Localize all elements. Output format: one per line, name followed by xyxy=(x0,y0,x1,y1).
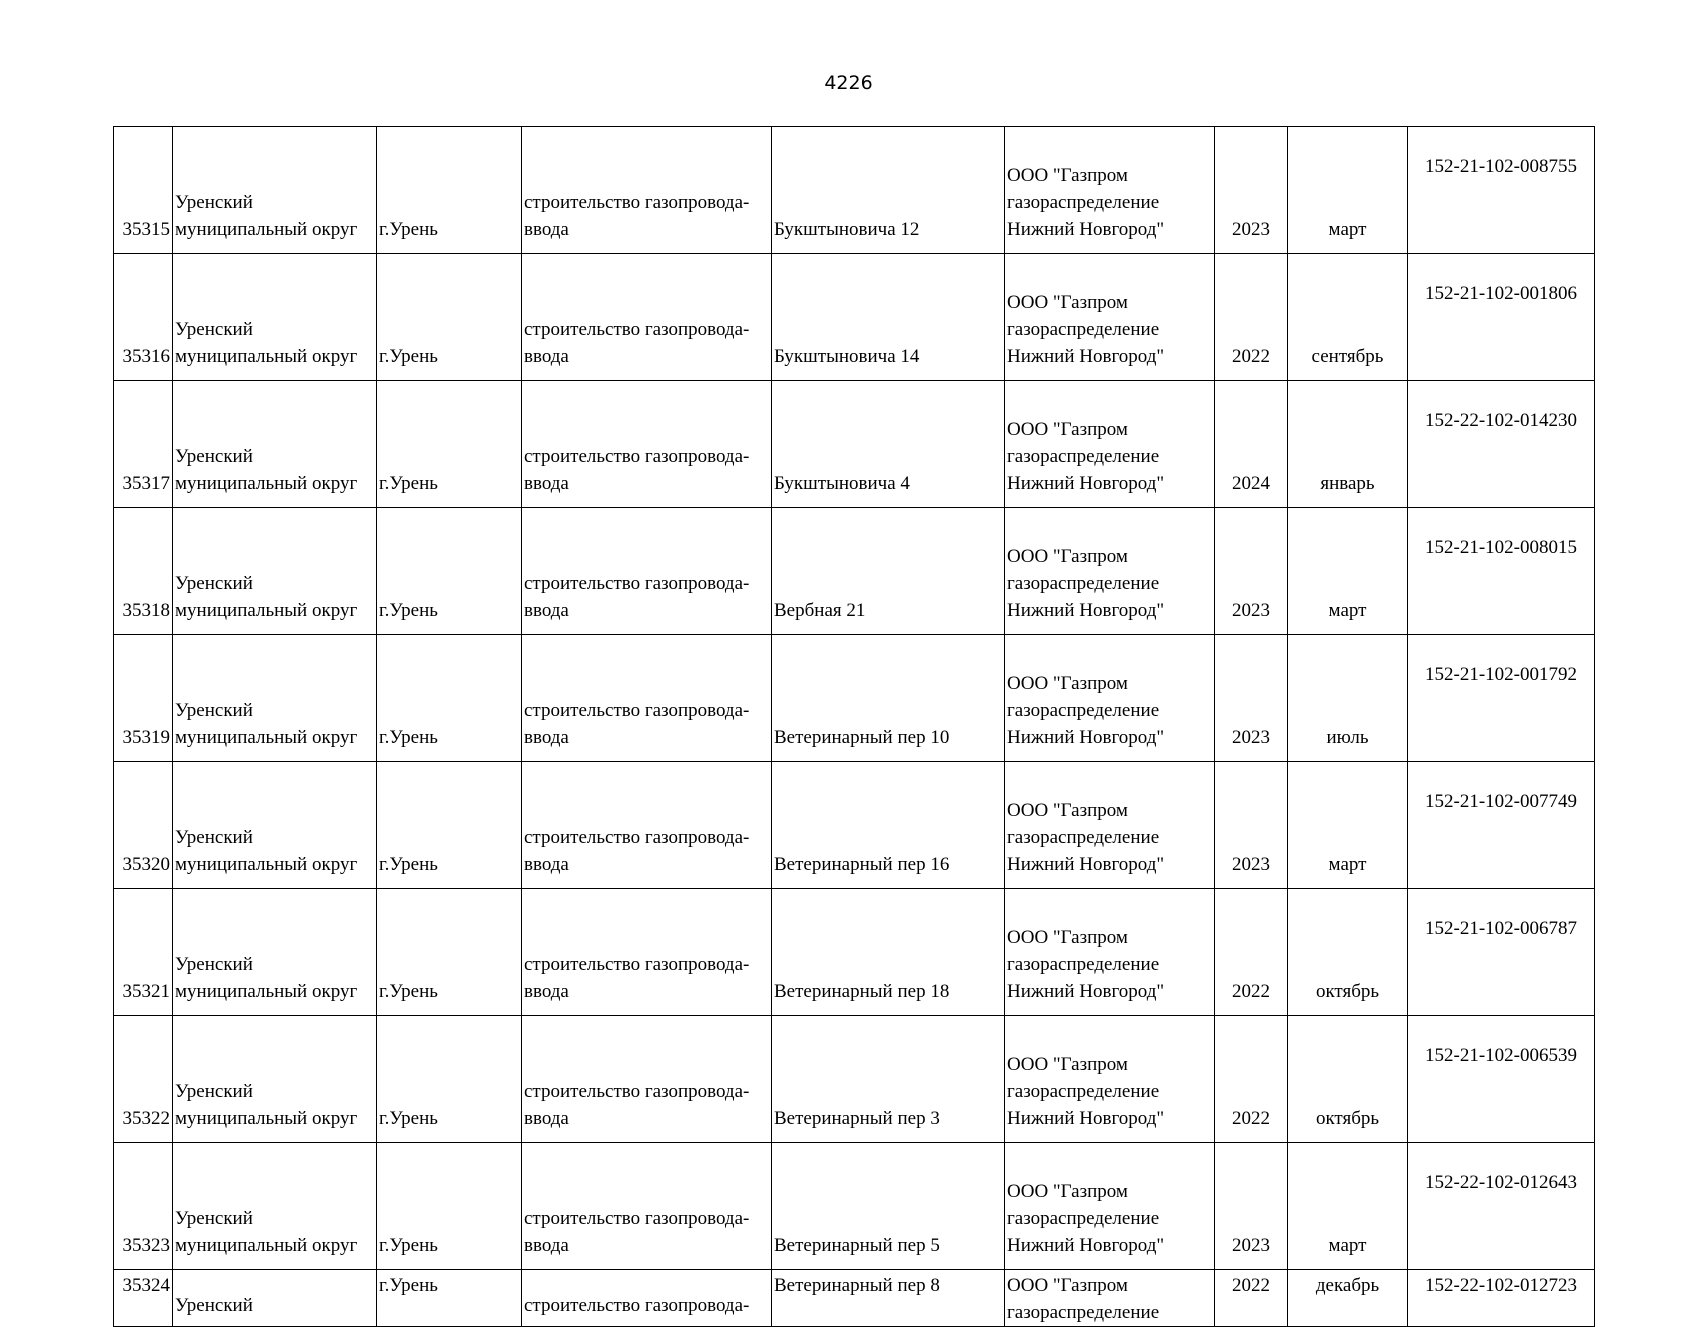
district-line: муниципальный округ xyxy=(175,473,358,494)
city-cell: г.Урень xyxy=(377,762,522,889)
org-line: газораспределение xyxy=(1007,954,1160,975)
year-cell: 2022 xyxy=(1215,889,1288,1016)
org-line: газораспределение xyxy=(1007,192,1160,213)
org-line: ООО "Газпром xyxy=(1007,165,1128,186)
row-number: 35322 xyxy=(114,1016,173,1143)
month-cell: январь xyxy=(1288,381,1408,508)
month-cell: март xyxy=(1288,508,1408,635)
district-line: Уренский xyxy=(175,1081,253,1102)
work-line: ввода xyxy=(524,854,569,875)
district-cell xyxy=(173,127,377,254)
city-cell: г.Урень xyxy=(377,635,522,762)
city-cell: г.Урень xyxy=(377,889,522,1016)
district-line: муниципальный округ xyxy=(175,346,358,367)
year-cell: 2022 xyxy=(1215,254,1288,381)
org-line: газораспределение xyxy=(1007,573,1160,594)
org-line: газораспределение xyxy=(1007,1208,1160,1229)
work-line: ввода xyxy=(524,219,569,240)
work-line: ввода xyxy=(524,473,569,494)
year-cell: 2023 xyxy=(1215,1143,1288,1270)
city-cell: г.Урень xyxy=(377,1143,522,1270)
work-line: ввода xyxy=(524,981,569,1002)
work-line: строительство газопровода- xyxy=(524,573,750,594)
work-type-cell xyxy=(522,635,772,762)
year-cell: 2024 xyxy=(1215,381,1288,508)
district-line: Уренский xyxy=(175,700,253,721)
work-type-cell xyxy=(522,381,772,508)
row-number: 35323 xyxy=(114,1143,173,1270)
org-line: ООО "Газпром xyxy=(1007,292,1128,313)
district-cell xyxy=(173,508,377,635)
month-cell: октябрь xyxy=(1288,889,1408,1016)
table-row xyxy=(114,127,1595,254)
org-line: газораспределение xyxy=(1007,1081,1160,1102)
work-line: ввода xyxy=(524,1108,569,1129)
row-number: 35316 xyxy=(114,254,173,381)
address-cell: Букштыновича 12 xyxy=(772,127,1005,254)
work-type-cell xyxy=(522,1143,772,1270)
row-number: 35315 xyxy=(114,127,173,254)
table-row xyxy=(114,1143,1595,1270)
org-line: газораспределение xyxy=(1007,700,1160,721)
code-cell: 152-21-102-008015 xyxy=(1408,508,1595,635)
district-line: Уренский xyxy=(175,446,253,467)
work-type-cell xyxy=(522,127,772,254)
organization-cell xyxy=(1005,635,1215,762)
district-line: муниципальный округ xyxy=(175,727,358,748)
year-cell: 2023 xyxy=(1215,127,1288,254)
org-line: Нижний Новгород" xyxy=(1007,346,1165,367)
month-cell: март xyxy=(1288,127,1408,254)
table-row xyxy=(114,254,1595,381)
month-cell: март xyxy=(1288,762,1408,889)
code-cell: 152-21-102-006787 xyxy=(1408,889,1595,1016)
district-cell xyxy=(173,381,377,508)
month-cell: декабрь xyxy=(1288,1270,1408,1327)
district-line: Уренский xyxy=(175,1208,253,1229)
district-line: Уренский xyxy=(175,319,253,340)
district-line: муниципальный округ xyxy=(175,981,358,1002)
district-line: Уренский xyxy=(175,827,253,848)
district-line: Уренский xyxy=(175,1295,253,1316)
address-cell: Букштыновича 4 xyxy=(772,381,1005,508)
work-line: строительство газопровода- xyxy=(524,192,750,213)
city-cell: г.Урень xyxy=(377,508,522,635)
work-line: строительство газопровода- xyxy=(524,1081,750,1102)
code-cell: 152-21-102-001792 xyxy=(1408,635,1595,762)
district-line: муниципальный округ xyxy=(175,1235,358,1256)
organization-cell xyxy=(1005,1016,1215,1143)
district-cell xyxy=(173,1270,377,1327)
org-line: ООО "Газпром xyxy=(1007,1054,1128,1075)
org-line: ООО "Газпром xyxy=(1007,673,1128,694)
work-line: строительство газопровода- xyxy=(524,827,750,848)
work-line: ввода xyxy=(524,346,569,367)
organization-cell xyxy=(1005,889,1215,1016)
org-line: Нижний Новгород" xyxy=(1007,981,1165,1002)
org-line: Нижний Новгород" xyxy=(1007,473,1165,494)
district-cell xyxy=(173,254,377,381)
table-row xyxy=(114,381,1595,508)
code-cell: 152-22-102-012643 xyxy=(1408,1143,1595,1270)
work-line: строительство газопровода- xyxy=(524,446,750,467)
organization-cell xyxy=(1005,1270,1215,1327)
address-cell: Ветеринарный пер 18 xyxy=(772,889,1005,1016)
table-row xyxy=(114,1016,1595,1143)
org-line: Нижний Новгород" xyxy=(1007,854,1165,875)
work-line: строительство газопровода- xyxy=(524,1295,750,1316)
district-line: муниципальный округ xyxy=(175,219,358,240)
address-cell: Ветеринарный пер 8 xyxy=(772,1270,1005,1327)
code-cell: 152-21-102-007749 xyxy=(1408,762,1595,889)
district-cell xyxy=(173,889,377,1016)
row-number: 35321 xyxy=(114,889,173,1016)
org-line: ООО "Газпром xyxy=(1007,800,1128,821)
month-cell: март xyxy=(1288,1143,1408,1270)
address-cell: Ветеринарный пер 16 xyxy=(772,762,1005,889)
org-line: газораспределение xyxy=(1007,827,1160,848)
work-line: строительство газопровода- xyxy=(524,954,750,975)
table-row xyxy=(114,1270,1595,1327)
work-line: ввода xyxy=(524,1235,569,1256)
registry-body xyxy=(114,127,1595,1327)
work-line: ввода xyxy=(524,600,569,621)
year-cell: 2023 xyxy=(1215,762,1288,889)
district-line: муниципальный округ xyxy=(175,854,358,875)
row-number: 35318 xyxy=(114,508,173,635)
work-line: строительство газопровода- xyxy=(524,700,750,721)
organization-cell xyxy=(1005,508,1215,635)
district-cell xyxy=(173,1016,377,1143)
table-row xyxy=(114,762,1595,889)
row-number: 35317 xyxy=(114,381,173,508)
org-line: газораспределение xyxy=(1007,1302,1160,1323)
org-line: Нижний Новгород" xyxy=(1007,1235,1165,1256)
district-line: Уренский xyxy=(175,573,253,594)
district-line: муниципальный округ xyxy=(175,600,358,621)
organization-cell xyxy=(1005,381,1215,508)
city-cell: г.Урень xyxy=(377,1016,522,1143)
work-line: ввода xyxy=(524,727,569,748)
org-line: газораспределение xyxy=(1007,319,1160,340)
address-cell: Ветеринарный пер 10 xyxy=(772,635,1005,762)
district-line: Уренский xyxy=(175,192,253,213)
year-cell: 2022 xyxy=(1215,1016,1288,1143)
org-line: ООО "Газпром xyxy=(1007,1181,1128,1202)
organization-cell xyxy=(1005,254,1215,381)
organization-cell xyxy=(1005,762,1215,889)
work-type-cell xyxy=(522,254,772,381)
table-row xyxy=(114,889,1595,1016)
registry-table xyxy=(113,126,1595,1327)
row-number: 35319 xyxy=(114,635,173,762)
month-cell: сентябрь xyxy=(1288,254,1408,381)
address-cell: Ветеринарный пер 5 xyxy=(772,1143,1005,1270)
org-line: ООО "Газпром xyxy=(1007,1275,1128,1296)
address-cell: Букштыновича 14 xyxy=(772,254,1005,381)
org-line: Нижний Новгород" xyxy=(1007,219,1165,240)
organization-cell xyxy=(1005,1143,1215,1270)
city-cell: г.Урень xyxy=(377,127,522,254)
city-cell: г.Урень xyxy=(377,254,522,381)
code-cell: 152-21-102-006539 xyxy=(1408,1016,1595,1143)
district-cell xyxy=(173,762,377,889)
work-type-cell xyxy=(522,508,772,635)
work-type-cell xyxy=(522,762,772,889)
district-line: Уренский xyxy=(175,954,253,975)
year-cell: 2023 xyxy=(1215,508,1288,635)
work-line: строительство газопровода- xyxy=(524,319,750,340)
year-cell: 2022 xyxy=(1215,1270,1288,1327)
address-cell: Вербная 21 xyxy=(772,508,1005,635)
address-cell: Ветеринарный пер 3 xyxy=(772,1016,1005,1143)
work-type-cell xyxy=(522,889,772,1016)
work-type-cell xyxy=(522,1270,772,1327)
org-line: ООО "Газпром xyxy=(1007,419,1128,440)
district-line: муниципальный округ xyxy=(175,1108,358,1129)
org-line: Нижний Новгород" xyxy=(1007,727,1165,748)
code-cell: 152-22-102-012723 xyxy=(1408,1270,1595,1327)
code-cell: 152-21-102-001806 xyxy=(1408,254,1595,381)
work-type-cell xyxy=(522,1016,772,1143)
row-number: 35320 xyxy=(114,762,173,889)
page-number: 4226 xyxy=(824,72,873,94)
code-cell: 152-22-102-014230 xyxy=(1408,381,1595,508)
district-cell xyxy=(173,1143,377,1270)
org-line: Нижний Новгород" xyxy=(1007,1108,1165,1129)
row-number: 35324 xyxy=(114,1270,173,1327)
month-cell: июль xyxy=(1288,635,1408,762)
city-cell: г.Урень xyxy=(377,381,522,508)
org-line: Нижний Новгород" xyxy=(1007,600,1165,621)
district-cell xyxy=(173,635,377,762)
table-row xyxy=(114,635,1595,762)
city-cell: г.Урень xyxy=(377,1270,522,1327)
work-line: строительство газопровода- xyxy=(524,1208,750,1229)
year-cell: 2023 xyxy=(1215,635,1288,762)
org-line: газораспределение xyxy=(1007,446,1160,467)
org-line: ООО "Газпром xyxy=(1007,546,1128,567)
code-cell: 152-21-102-008755 xyxy=(1408,127,1595,254)
month-cell: октябрь xyxy=(1288,1016,1408,1143)
table-row xyxy=(114,508,1595,635)
organization-cell xyxy=(1005,127,1215,254)
org-line: ООО "Газпром xyxy=(1007,927,1128,948)
